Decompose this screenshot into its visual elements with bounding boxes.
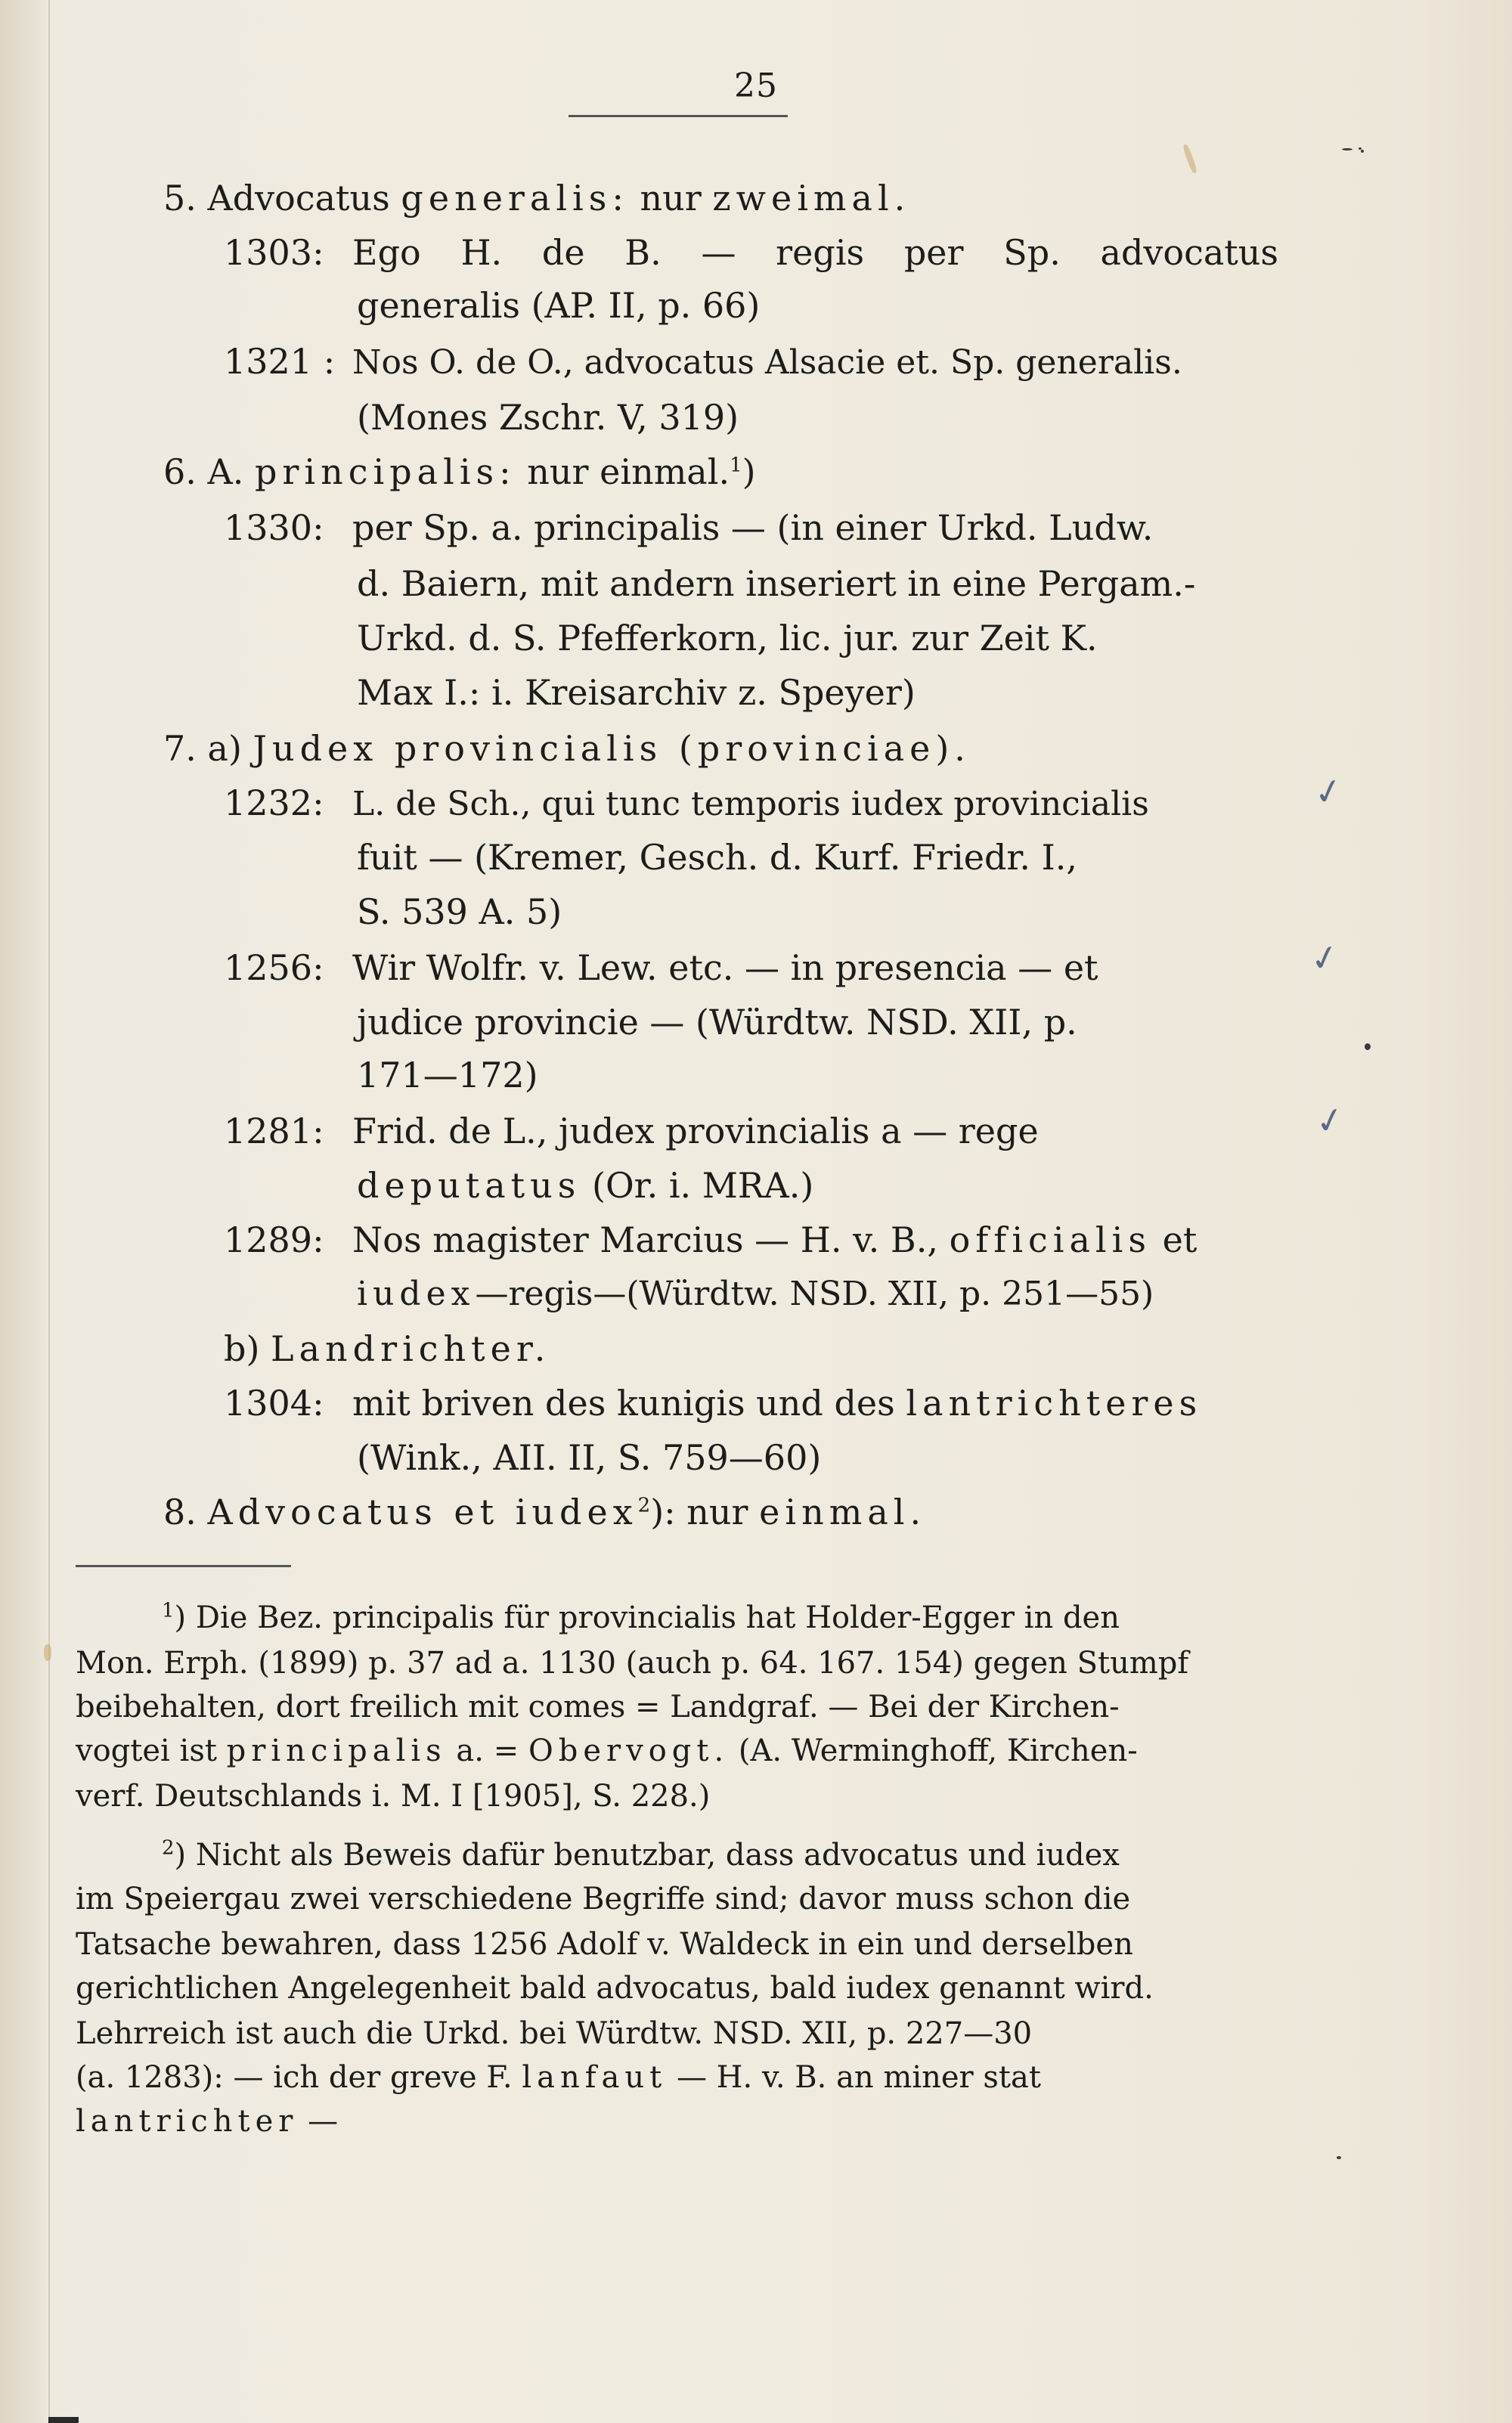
footnote-2-line: $^2$) Nicht als Beweis dafür benutzbar, dass advocatus und iudex: [162, 1836, 1120, 1873]
entry-1289-cont: iudex—regis—(Würdtw. NSD. XII, p. 251—55): [357, 1275, 1154, 1313]
entry-year: 1281:: [224, 1111, 324, 1151]
section-number: 6.: [163, 451, 197, 492]
ink-speck: [1365, 1043, 1371, 1050]
handwritten-checkmark-icon: ✓: [1306, 934, 1343, 981]
section-number: 5.: [163, 178, 197, 218]
footnote-2-line: im Speiergau zwei verschiedene Begriffe sind; davor muss schon die: [76, 1882, 1131, 1916]
section-6-heading: 6. A. principalis: nur einmal.$^1$): [163, 451, 756, 492]
section-5-heading: 5. Advocatus generalis: nur zweimal.: [163, 178, 911, 218]
entry-1330-cont: d. Baiern, mit andern inseriert in eine Pergam.-: [357, 563, 1196, 604]
footnote-1-line: $^1$) Die Bez. principalis für provincialis hat Holder-Egger in den: [162, 1599, 1120, 1635]
section-7a-heading: 7. a) Judex provincialis (provinciae).: [163, 728, 971, 769]
entry-1281: [224, 1108, 1290, 1154]
entry-year: 1303:: [224, 232, 324, 273]
entry-1330-cont: Max I.: i. Kreisarchiv z. Speyer): [357, 672, 916, 713]
page-corner-shadow: [48, 2417, 79, 2423]
ink-speck: [1361, 150, 1364, 153]
section-number: 7.: [163, 728, 197, 769]
page-edge-line: [48, 0, 50, 2423]
foxing-stain: [44, 1644, 51, 1661]
entry-1232-cont: fuit — (Kremer, Gesch. d. Kurf. Friedr. I.,: [357, 837, 1078, 878]
entry-text: Frid. de L., judex provincialis a — rege: [352, 1111, 1039, 1151]
footnote-ref-1[interactable]: 1: [730, 454, 742, 477]
entry-1304: 1304: mit briven des kunigis und des lantrichteres: [224, 1380, 1290, 1426]
footnote-ref-2[interactable]: 2: [637, 1494, 651, 1517]
footnote-1-line: Mon. Erph. (1899) p. 37 ad a. 1130 (auch p. 64. 167. 154) gegen Stumpf: [76, 1646, 1189, 1681]
footnote-1-line: beibehalten, dort freilich mit comes = Landgraf. — Bei der Kirchen-: [76, 1690, 1120, 1724]
entry-1289: 1289: Nos magister Marcius — H. v. B., officialis et: [224, 1217, 1290, 1263]
entry-1232-cont: S. 539 A. 5): [357, 891, 562, 932]
entry-text: mit briven des kunigis und des: [352, 1383, 895, 1424]
ink-speck: [1337, 2156, 1341, 2159]
entry-year: 1232:: [224, 782, 324, 823]
footnote-2-line: Tatsache bewahren, dass 1256 Adolf v. Waldeck in ein und derselben: [76, 1927, 1133, 1962]
section-number: 8.: [163, 1492, 197, 1532]
entry-1321: [224, 339, 1290, 384]
foxing-stain: [1182, 144, 1198, 174]
entry-1303: [224, 230, 1290, 275]
entry-1304-cont: (Wink., AII. II, S. 759—60): [357, 1437, 822, 1478]
entry-text: Nos O. de O., advocatus Alsacie et. Sp. generalis.: [352, 343, 1182, 382]
footnote-2-line: gerichtlichen Angelegenheit bald advocatus, bald iudex genannt wird.: [76, 1971, 1154, 2006]
section-7b-heading: b) Landrichter.: [224, 1328, 551, 1369]
entry-1303-cont: generalis (AP. II, p. 66): [357, 285, 761, 326]
footnote-2-line: Lehrreich ist auch die Urkd. bei Würdtw. NSD. XII, p. 227—30: [76, 2016, 1033, 2051]
section-8-heading: 8. Advocatus et iudex$^2$): nur einmal.: [163, 1492, 927, 1532]
entry-year: 1304:: [224, 1383, 324, 1424]
ink-speck: [1359, 147, 1362, 150]
entry-1330-cont: Urkd. d. S. Pfefferkorn, lic. jur. zur Zeit K.: [357, 618, 1098, 658]
entry-year: 1321 :: [224, 341, 336, 382]
header-rule: [569, 115, 788, 117]
footnote-separator: [76, 1565, 291, 1567]
footnote-2-line: lantrichter —: [76, 2104, 339, 2139]
entry-text: per Sp. a. principalis — (in einer Urkd. Ludw.: [352, 507, 1154, 548]
page-number: 25: [734, 67, 778, 105]
footnote-1-line: vogtei ist principalis a. = Obervogt. (A. Werminghoff, Kirchen-: [76, 1734, 1138, 1768]
entry-year: 1289:: [224, 1219, 324, 1260]
entry-year: 1256:: [224, 947, 324, 988]
page-gutter: [0, 0, 50, 2423]
entry-1321-cont: (Mones Zschr. V, 319): [357, 397, 739, 438]
entry-text: Ego H. de B. — regis per Sp. advocatus: [352, 232, 1278, 273]
entry-1256-cont: judice provincie — (Würdtw. NSD. XII, p.: [357, 1002, 1077, 1043]
handwritten-checkmark-icon: ✓: [1309, 768, 1347, 815]
entry-text: Wir Wolfr. v. Lew. etc. — in presencia — et: [352, 947, 1098, 988]
ink-speck: [1342, 148, 1352, 150]
entry-1281-cont: deputatus (Or. i. MRA.): [357, 1165, 814, 1206]
footnote-marker-2: 2: [162, 1836, 175, 1860]
entry-1330: [224, 505, 1290, 550]
entry-text: L. de Sch., qui tunc temporis iudex provincialis: [352, 785, 1149, 823]
entry-year: 1330:: [224, 507, 324, 548]
footnote-marker-1: 1: [162, 1599, 175, 1622]
footnote-2-line: (a. 1283): — ich der greve F. lanfaut — H. v. B. an miner stat: [76, 2060, 1041, 2095]
handwritten-checkmark-icon: ✓: [1311, 1097, 1349, 1144]
entry-1256-cont: 171—172): [357, 1055, 538, 1095]
entry-1232: [224, 780, 1290, 826]
entry-text: Nos magister Marcius — H. v. B.,: [352, 1219, 938, 1260]
entry-1256: [224, 945, 1290, 990]
footnote-1-line: verf. Deutschlands i. M. I [1905], S. 228.): [76, 1779, 711, 1814]
